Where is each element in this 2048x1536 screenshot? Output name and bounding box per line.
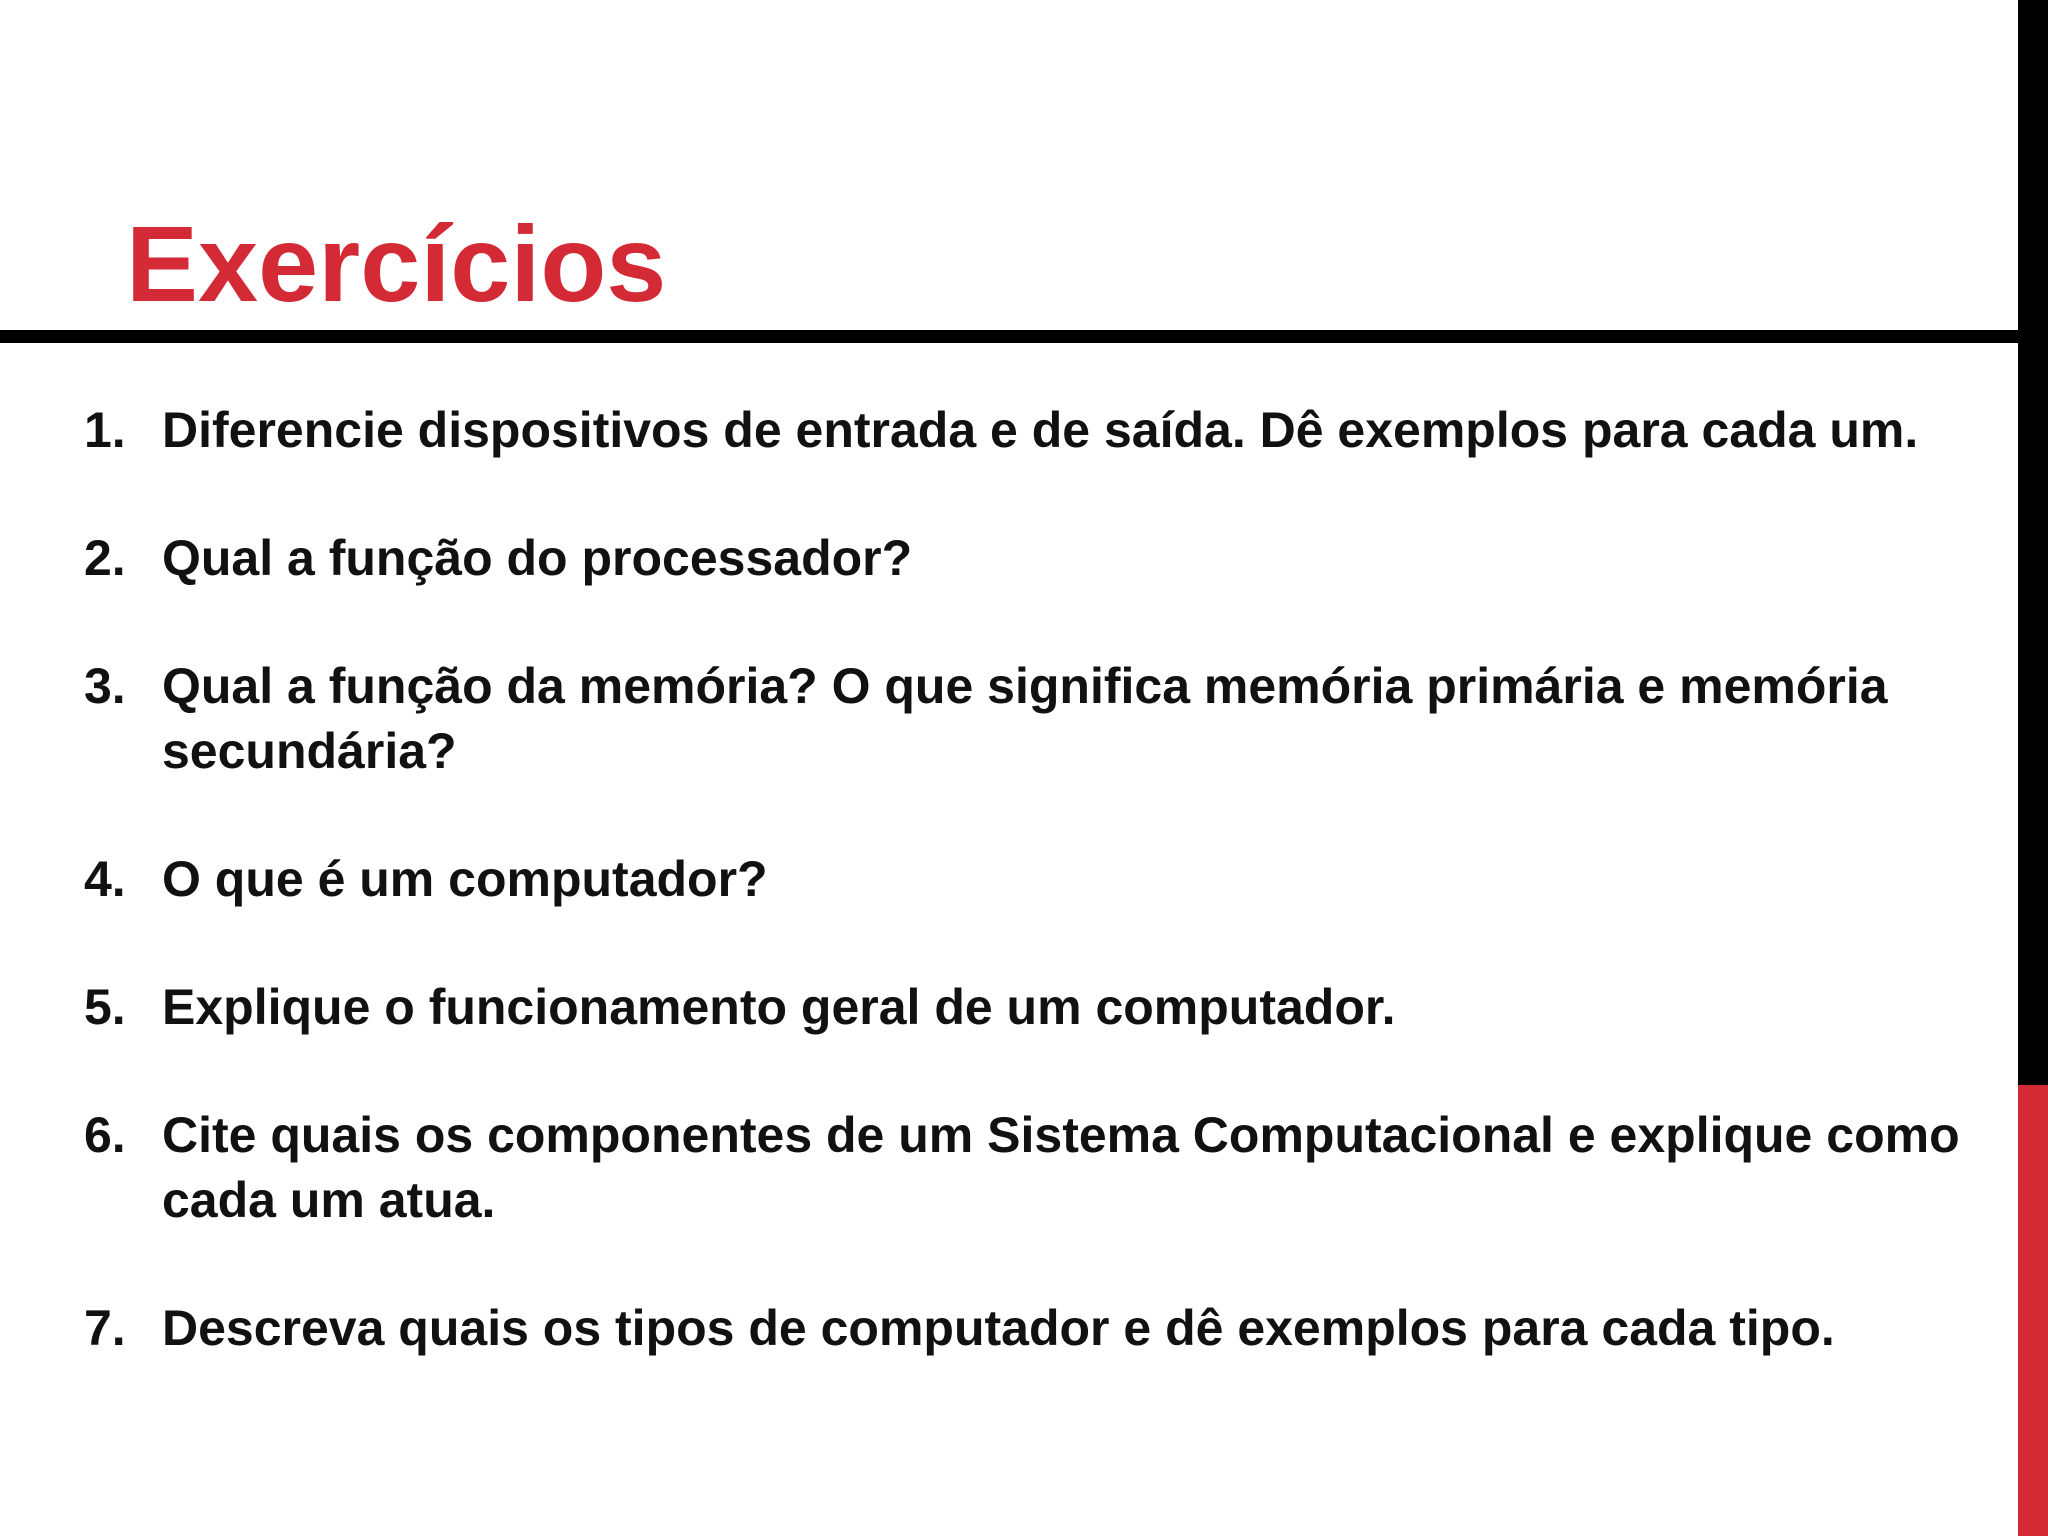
slide-title: Exercícios bbox=[126, 203, 667, 324]
exercise-text: Cite quais os componentes de um Sistema Computacional e explique como cada um atua. bbox=[162, 1107, 1960, 1228]
exercise-number: 3. bbox=[84, 658, 126, 714]
exercise-item-2 bbox=[0, 526, 1980, 591]
exercise-list bbox=[0, 398, 1980, 1424]
exercise-item-6 bbox=[0, 1103, 1980, 1233]
exercise-number: 7. bbox=[84, 1300, 126, 1356]
side-accent-bar-red bbox=[2018, 1085, 2048, 1536]
exercise-text: Qual a função da memória? O que significa memória primária e memória secundária? bbox=[162, 658, 1888, 779]
exercise-number: 2. bbox=[84, 530, 126, 586]
exercise-number: 6. bbox=[84, 1107, 126, 1163]
exercise-number: 1. bbox=[84, 402, 126, 458]
exercise-number: 5. bbox=[84, 979, 126, 1035]
exercise-text: Descreva quais os tipos de computador e dê exemplos para cada tipo. bbox=[162, 1300, 1835, 1356]
exercise-text: Diferencie dispositivos de entrada e de saída. Dê exemplos para cada um. bbox=[162, 402, 1919, 458]
exercise-number: 4. bbox=[84, 851, 126, 907]
exercise-text: Qual a função do processador? bbox=[162, 530, 913, 586]
exercise-item-4 bbox=[0, 847, 1980, 912]
exercise-text: Explique o funcionamento geral de um computador. bbox=[162, 979, 1396, 1035]
exercise-item-1 bbox=[0, 398, 1980, 463]
side-accent-bar-black bbox=[2018, 0, 2048, 1085]
exercise-item-3 bbox=[0, 654, 1980, 784]
exercise-text: O que é um computador? bbox=[162, 851, 768, 907]
exercise-item-5 bbox=[0, 975, 1980, 1040]
title-divider bbox=[0, 330, 2018, 343]
exercise-item-7 bbox=[0, 1296, 1980, 1361]
